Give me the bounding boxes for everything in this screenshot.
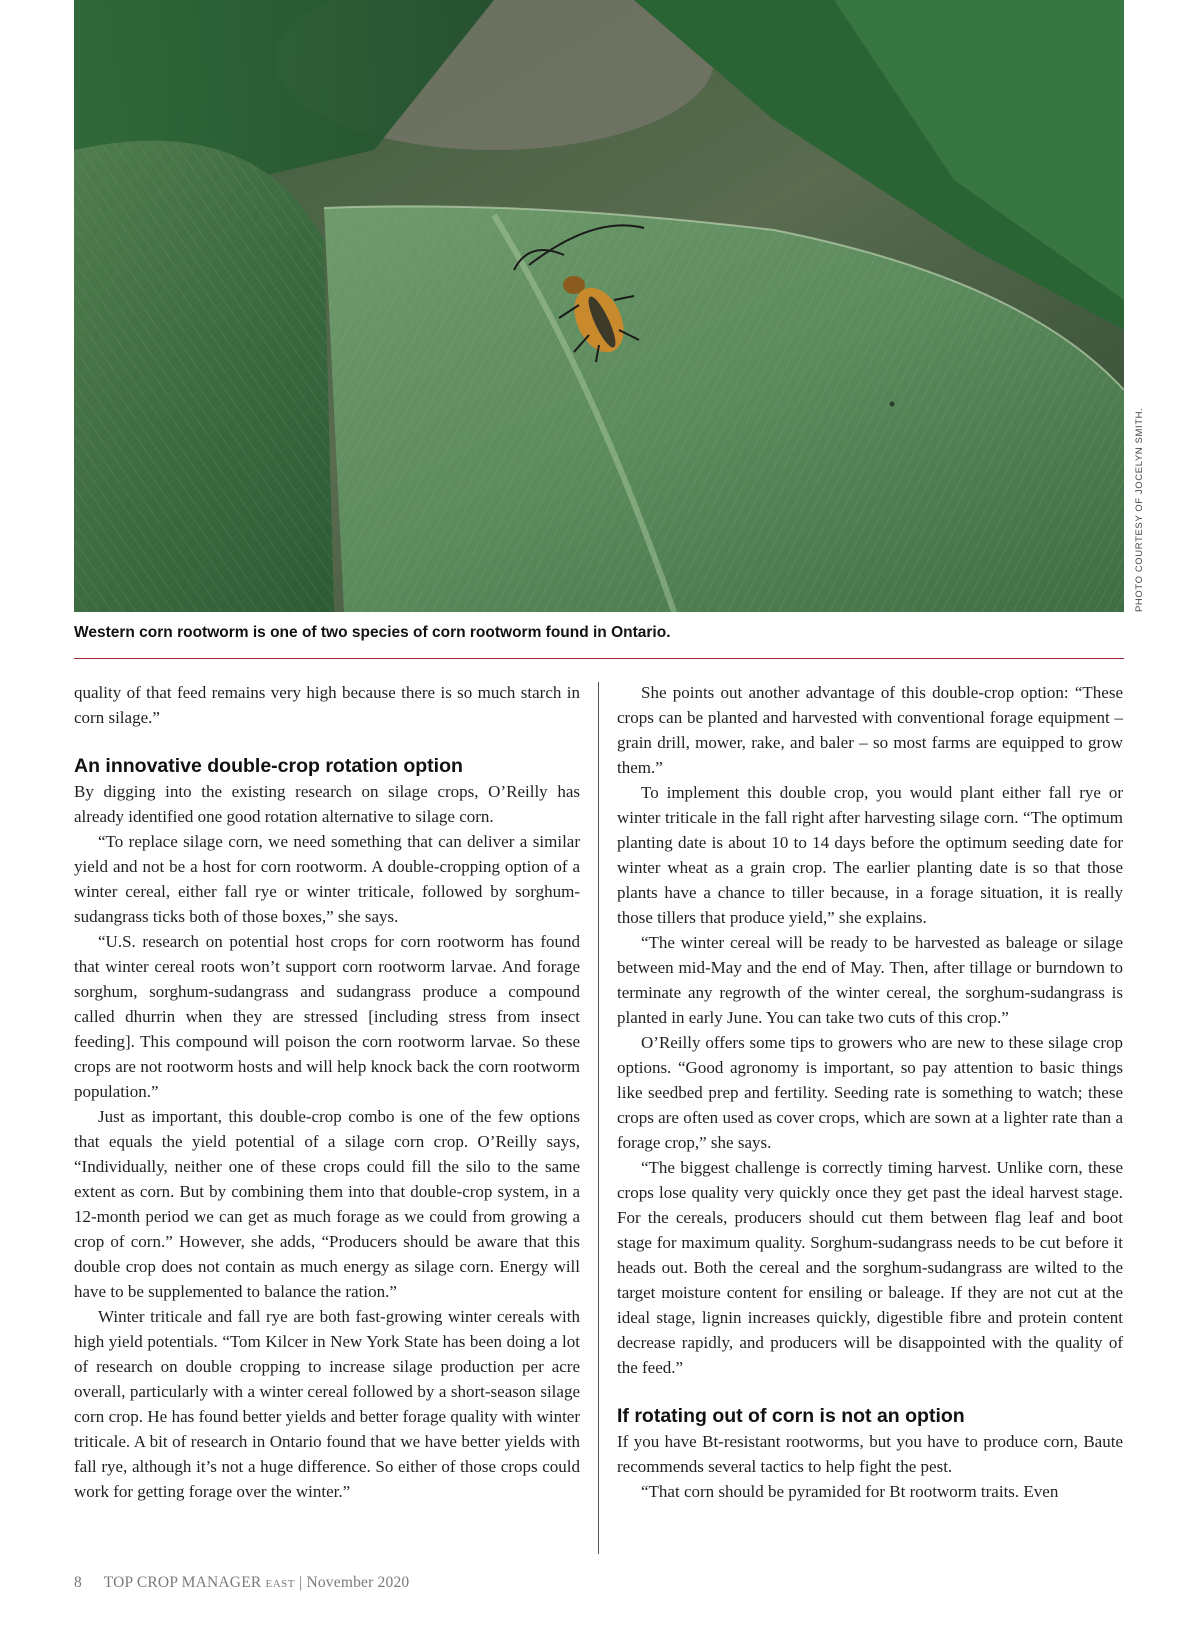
page-footer (74, 1574, 409, 1592)
caption-rule (74, 658, 1124, 659)
paragraph: “The winter cereal will be ready to be harvested as baleage or silage between mid-May and the end of May. Then, after tillage or burndown to terminate any regrowth of the winter cereal, the sorghum-sudangrass is planted in early June. You can take two cuts of this crop.” (617, 933, 1123, 1027)
photo-credit (1124, 0, 1154, 612)
page-number: 8 (74, 1574, 82, 1591)
paragraph: “That corn should be pyramided for Bt rootworm traits. Even (641, 1482, 1059, 1501)
issue-date: November 2020 (306, 1574, 410, 1591)
article-photo (74, 0, 1124, 612)
paragraph: “To replace silage corn, we need something that can deliver a similar yield and not be a host for corn rootworm. A double-cropping option of a winter cereal, either fall rye or winter triticale, followed by sorghum-sudangrass ticks both of those boxes,” she says. (74, 832, 580, 926)
paragraph: To implement this double crop, you would plant either fall rye or winter triticale in the fall right after harvesting silage corn. “The optimum planting date is about 10 to 14 days before the optimum seeding date for winter wheat as a grain crop. The earlier planting date is so that those plants have a chance to tiller because, in a forage situation, it is really those tillers that produce yield,” she explains. (617, 783, 1123, 927)
section-heading: An innovative double-crop rotation option (74, 755, 463, 777)
paragraph: If you have Bt-resistant rootworms, but you have to produce corn, Baute recommends several tactics to help fight the pest. (617, 1432, 1123, 1476)
paragraph: “U.S. research on potential host crops for corn rootworm has found that winter cereal roots won’t support corn rootworm larvae. And forage sorghum, sorghum-sudangrass and sudangrass produce a compound called dhurrin when they are stressed [including stress from insect feeding]. This compound will poison the corn rootworm larvae. So these crops are not rootworm hosts and will help knock back the corn rootworm population.” (74, 932, 580, 1101)
photo-caption: Western corn rootworm is one of two species of corn rootworm found in Ontario. (74, 624, 671, 641)
left-column (74, 680, 580, 1504)
paragraph: Winter triticale and fall rye are both fast-growing winter cereals with high yield potentials. “Tom Kilcer in New York State has been doing a lot of research on double cropping to increase silage production per acre overall, particularly with a winter cereal followed by a short-season silage corn crop. He has found better yields and better forage quality with winter triticale. A bit of research in Ontario found that we have better yields with fall rye, although it’s not a huge difference. So either of those crops could work for getting forage over the winter.” (74, 1307, 580, 1501)
edition-label: EAST (265, 1578, 295, 1590)
paragraph: By digging into the existing research on silage crops, O’Reilly has already identified one good rotation alternative to silage corn. (74, 782, 580, 826)
paragraph: Just as important, this double-crop combo is one of the few options that equals the yield potential of a silage corn crop. O’Reilly says, “Individually, neither one of these crops could fill the silo to the same extent as corn. But by combining them into that double-crop system, in a 12-month period we can get as much forage as we could from growing a crop of corn.” However, she adds, “Producers should be aware that this double crop does not contain as much energy as silage corn. Energy will have to be supplemented to balance the ration.” (74, 1107, 580, 1301)
column-divider (598, 682, 599, 1554)
corn-leaf-photo (74, 0, 1124, 612)
publication-name: TOP CROP MANAGER (103, 1574, 262, 1591)
right-column (617, 680, 1123, 1504)
photo-credit-text: PHOTO COURTESY OF JOCELYN SMITH. (1134, 407, 1145, 612)
footer-separator: | (299, 1574, 303, 1591)
paragraph: quality of that feed remains very high because there is so much starch in corn silage.” (74, 683, 580, 727)
section-heading: If rotating out of corn is not an option (617, 1405, 965, 1427)
paragraph: “The biggest challenge is correctly timing harvest. Unlike corn, these crops lose quality very quickly once they get past the ideal harvest stage. For the cereals, producers should cut them between flag leaf and boot stage for maximum quality. Sorghum-sudangrass needs to be cut before it heads out. Both the cereal and the sorghum-sudangrass are wilted to the target moisture content for ensiling or baleage. If they are not cut at the ideal stage, lignin increases quickly, digestible fibre and protein content decrease rapidly, and producers will be disappointed with the quality of the feed.” (617, 1158, 1123, 1377)
paragraph: She points out another advantage of this double-crop option: “These crops can be planted and harvested with conventional forage equipment – grain drill, mower, rake, and baler – so most farms are equipped to grow them.” (617, 683, 1123, 777)
paragraph: O’Reilly offers some tips to growers who are new to these silage crop options. “Good agronomy is important, so pay attention to basic things like seedbed prep and fertility. Seeding rate is something to watch; these crops are often used as cover crops, which are sown at a lighter rate than a forage crop,” she says. (617, 1033, 1123, 1152)
